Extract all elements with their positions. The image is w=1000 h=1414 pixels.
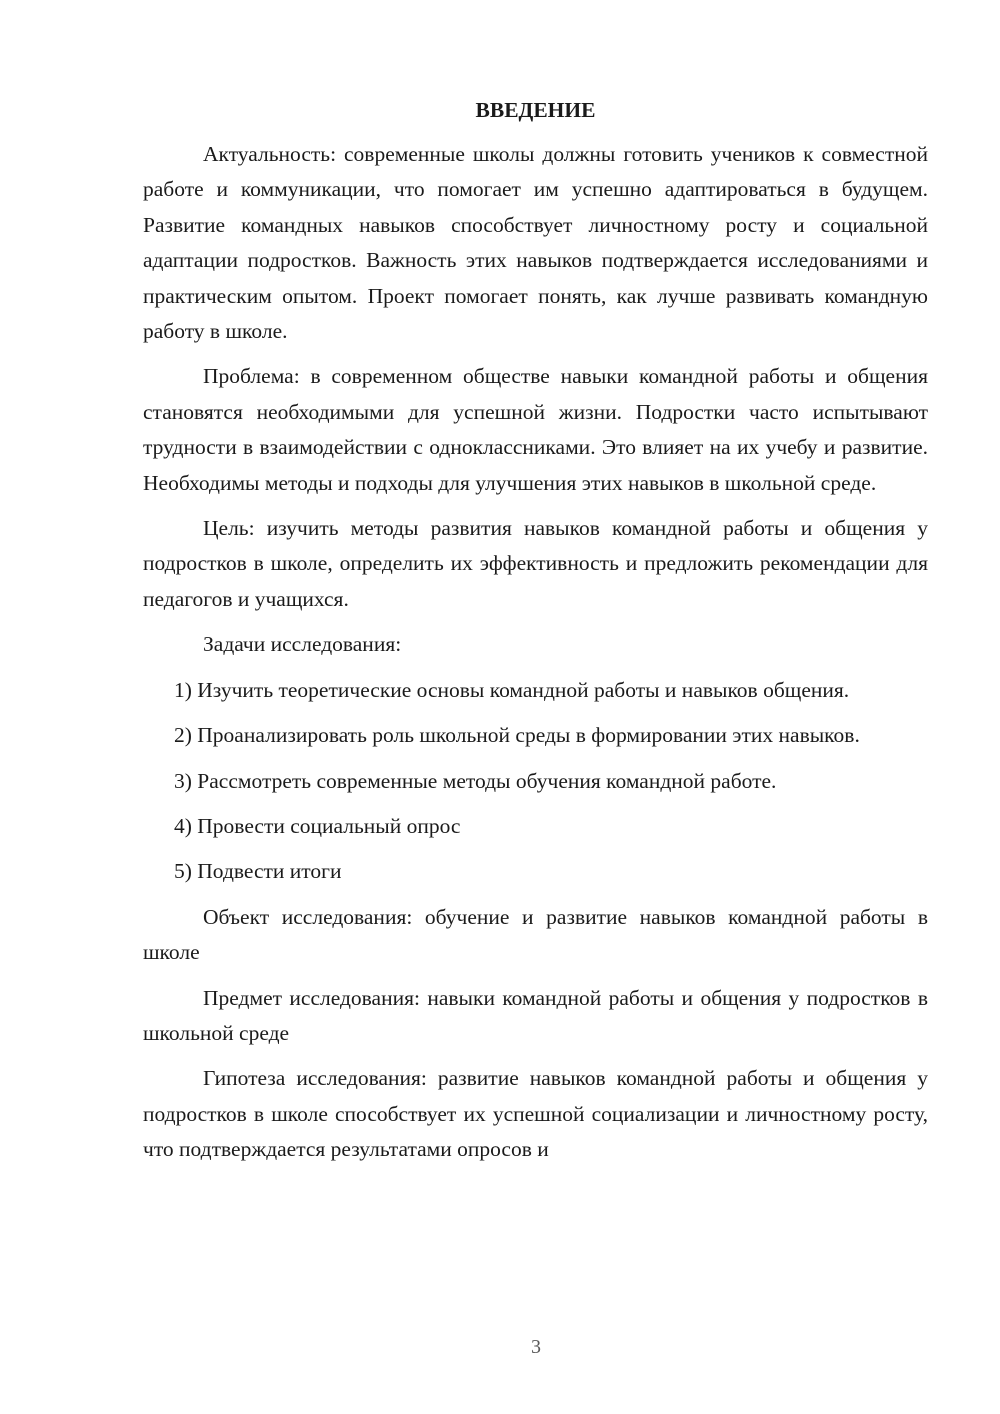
page-title: ВВЕДЕНИЕ [475,98,596,122]
task-item: 1) Изучить теоретические основы командной работы и навыков общения. [174,677,850,702]
paragraph-object: Объект исследования: обучение и развитие навыков командной работы в школе [143,904,928,965]
paragraph-hypothesis: Гипотеза исследования: развитие навыков командной работы и общения у подростков в школе способствует их успешной социализации и личностному росту, что подтверждается результатами опросов и [143,1066,928,1162]
paragraph-relevance: Актуальность: современные школы должны готовить учеников к совместной работе и коммуникации, что помогает им успешно адаптироваться в будущем. Развитие командных навыков способствует личностному росту и социальной адаптации подростков. Важность этих навыков подтверждается исследованиями и практическим опытом. Проект помогает понять, как лучше развивать командную работу в школе. [143,142,928,344]
page-number: 3 [531,1336,541,1358]
paragraph-problem: Проблема: в современном обществе навыки командной работы и общения становятся необходимыми для успешной жизни. Подростки часто испытывают трудности в взаимодействии с одноклассниками. Это влияет на их учебу и развитие. Необходимы методы и подходы для улучшения этих навыков в школьной среде. [143,364,928,495]
task-item: 5) Подвести итоги [174,859,342,884]
task-item: 3) Рассмотреть современные методы обучения командной работе. [174,768,777,793]
paragraph-goal: Цель: изучить методы развития навыков командной работы и общения у подростков в школе, определить их эффективность и предложить рекомендации для педагогов и учащихся. [143,516,928,611]
task-item: 4) Провести социальный опрос [174,813,461,838]
tasks-heading: Задачи исследования: [203,632,402,657]
page-content [143,95,928,1178]
task-item: 2) Проанализировать роль школьной среды в формировании этих навыков. [174,723,860,748]
paragraph-subject: Предмет исследования: навыки командной работы и общения у подростков в школьной среде [143,985,928,1045]
